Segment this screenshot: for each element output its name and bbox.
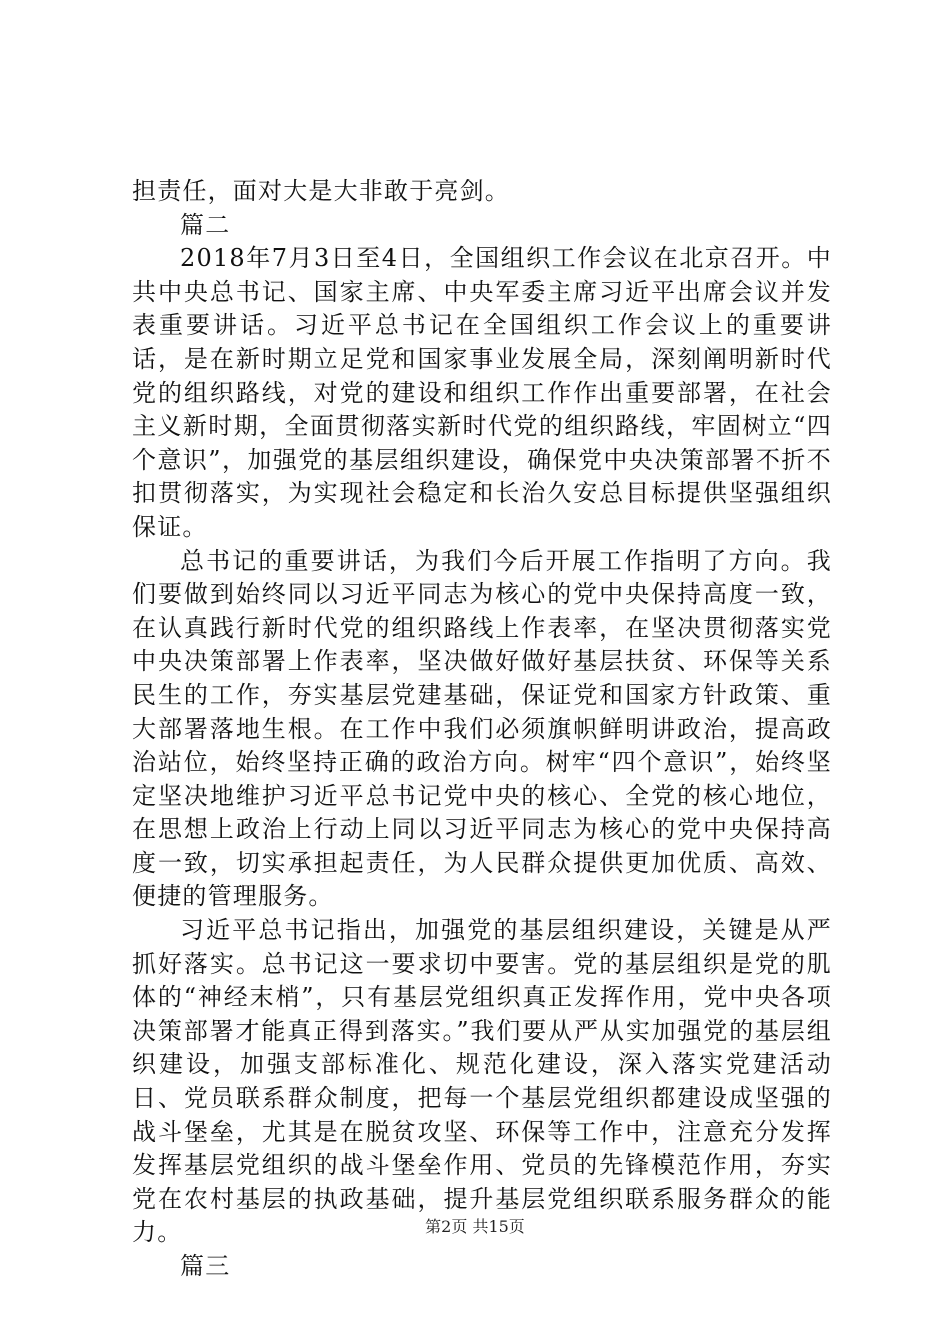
page-footer	[0, 1216, 950, 1238]
paragraph-meeting-summary: 2018年7月3日至4日，全国组织工作会议在北京召开。中共中央总书记、国家主席、中央军委主席习近平出席会议并发表重要讲话。习近平总书记在全国组织工作会议上的重要讲话，是在新时期立足党和国家事业发展全局，深刻阐明新时代党的组织路线，对党的建设和组织工作作出重要部署，在社会主义新时期，全面贯彻落实新时代党的组织路线，牢固树立“四个意识”，加强党的基层组织建设，确保党中央决策部署不折不扣贯彻落实，为实现社会稳定和长治久安总目标提供坚强组织保证。	[132, 244, 832, 541]
document-body	[132, 175, 832, 1284]
paragraph-grassroots-organization: 习近平总书记指出，加强党的基层组织建设，关键是从严抓好落实。总书记这一要求切中要害。党的基层组织是党的肌体的“神经末梢”，只有基层党组织真正发挥作用，党中央各项决策部署才能真正得到落实。”我们要从严从实加强党的基层组织建设，加强支部标准化、规范化建设，深入落实党建活动日、党员联系群众制度，把每一个基层党组织都建设成坚强的战斗堡垒，尤其是在脱贫攻坚、环保等工作中，注意充分发挥发挥基层党组织的战斗堡垒作用、党员的先锋模范作用，夯实党在农村基层的执政基础，提升基层党组织联系服务群众的能力。	[132, 916, 832, 1247]
page-number-label: 第2页 共15页	[425, 1217, 525, 1236]
paragraph-speech-direction: 总书记的重要讲话，为我们今后开展工作指明了方向。我们要做到始终同以习近平同志为核心的党中央保持高度一致，在认真践行新时代党的组织路线上作表率，在坚决贯彻落实党中央决策部署上作表率，坚决做好做好基层扶贫、环保等关系民生的工作，夯实基层党建基础，保证党和国家方针政策、重大部署落地生根。在工作中我们必须旗帜鲜明讲政治，提高政治站位，始终坚持正确的政治方向。树牢“四个意识”，始终坚定坚决地维护习近平总书记党中央的核心、全党的核心地位，在思想上政治上行动上同以习近平同志为核心的党中央保持高度一致，切实承担起责任，为人民群众提供更加优质、高效、便捷的管理服务。	[132, 546, 832, 911]
paragraph-continuation: 担责任，面对大是大非敢于亮剑。	[132, 177, 510, 205]
section-heading-part-two: 篇二	[180, 210, 231, 239]
section-heading-part-three: 篇三	[180, 1252, 231, 1280]
